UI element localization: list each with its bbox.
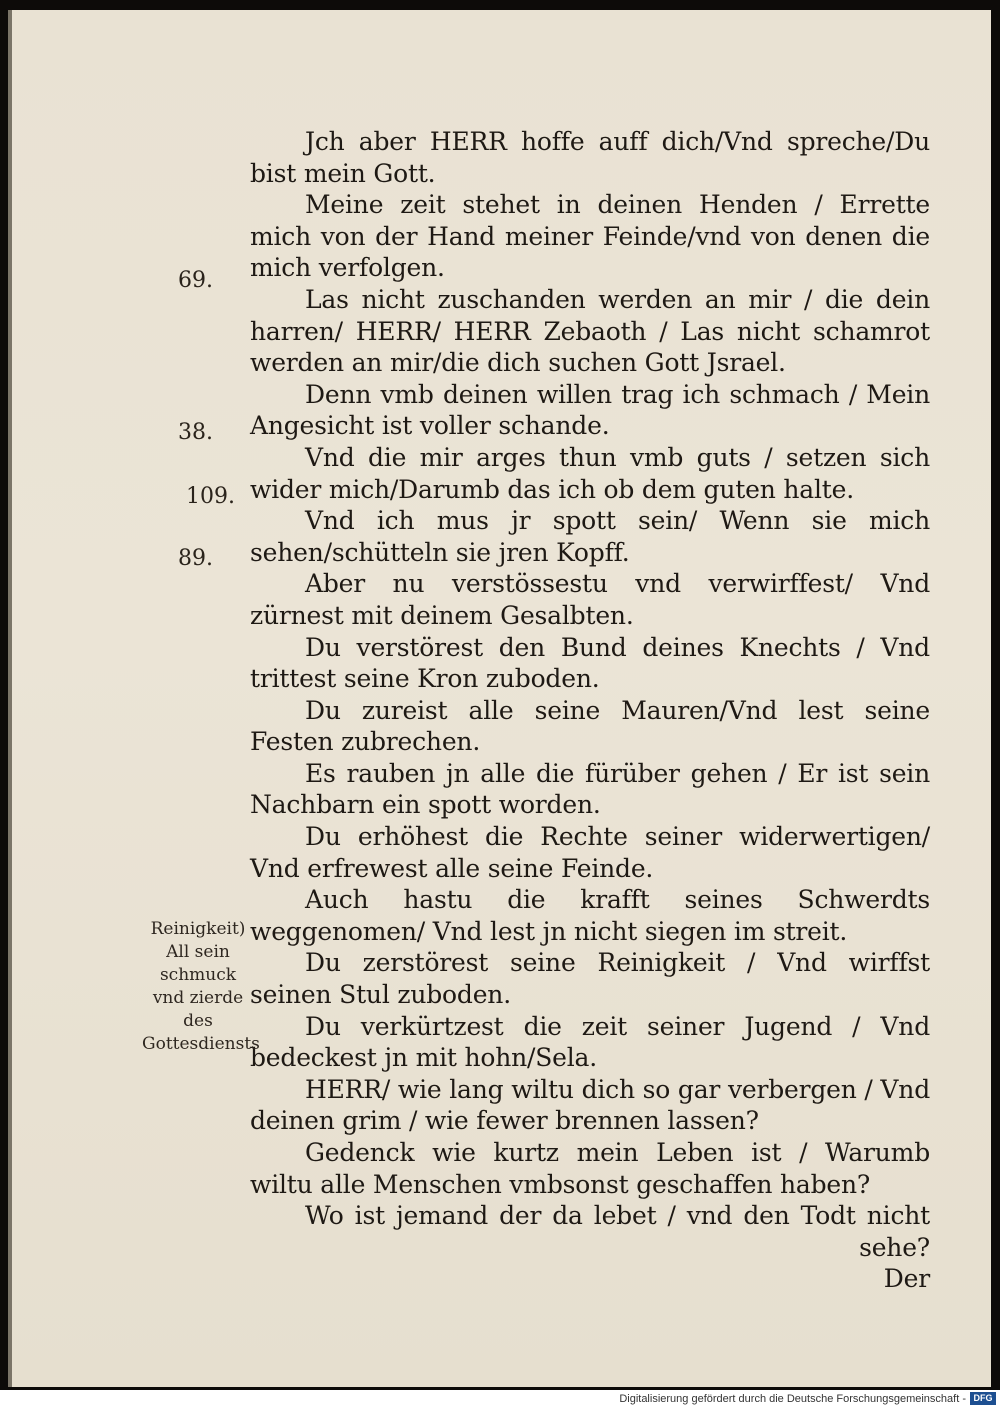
gloss-line: schmuck xyxy=(159,965,237,985)
footer xyxy=(619,1390,996,1407)
gloss-line: des Gottesdiensts xyxy=(142,1011,260,1054)
verse: HERR/ wie lang wiltu dich so gar verbergen / Vnd deinen grim / wie fewer brennen lassen? xyxy=(250,1074,930,1136)
verse: Du verkürtzest die zeit seiner Jugend / Vnd bedeckest jn mit hohn/Sela. xyxy=(250,1011,930,1073)
margin-number: 109. xyxy=(186,484,235,509)
verse: Du zerstörest seine Reinigkeit / Vnd wirffst seinen Stul zuboden. xyxy=(250,948,930,1010)
gloss-line: vnd zierde xyxy=(152,988,244,1008)
catchword: Der xyxy=(883,1264,930,1294)
verse: Las nicht zuschanden werden an mir / die dein harren/ HERR/ HERR Zebaoth / Las nicht schamrot werden an mir/die dich suchen Gott Jsrael. xyxy=(250,284,930,378)
gloss-line: All sein xyxy=(166,942,230,962)
verse: Du erhöhest die Rechte seiner widerwertigen/ Vnd erfrewest alle seine Feinde. xyxy=(250,822,930,883)
verse: Gedenck wie kurtz mein Leben ist / Warumb wiltu alle Menschen vmbsonst geschaffen haben? xyxy=(250,1138,930,1199)
margin-number: 89. xyxy=(178,546,213,571)
verse: Auch hastu die krafft seines Schwerdts weggenomen/ Vnd lest jn nicht siegen im streit. xyxy=(250,885,930,946)
verse: Vnd ich mus jr spott sein/ Wenn sie mich sehen/schütteln sie jren Kopff. xyxy=(250,506,930,567)
page-text xyxy=(250,126,930,1295)
verse: Denn vmb deinen willen trag ich schmach / Mein Angesicht ist voller schande. xyxy=(250,379,930,441)
verse: Wo ist jemand der da lebet / vnd den Todt nicht sehe? xyxy=(305,1201,930,1262)
margin-number: 38. xyxy=(178,420,213,445)
verse: Es rauben jn alle die fürüber gehen / Er ist sein Nachbarn ein spott worden. xyxy=(250,758,930,820)
verse: Meine zeit stehet in deinen Henden / Errette mich von der Hand meiner Feinde/vnd von denen die mich verfolgen. xyxy=(250,190,930,283)
gloss-line: Reinigkeit) xyxy=(150,919,246,939)
margin-number: 69. xyxy=(178,268,213,293)
dfg-logo-icon: DFG xyxy=(970,1392,996,1405)
verse: Du verstörest den Bund deines Knechts / Vnd trittest seine Kron zuboden. xyxy=(250,632,930,694)
verse: Du zureist alle seine Mauren/Vnd lest seine Festen zubrechen. xyxy=(250,695,930,757)
verse: Vnd die mir arges thun vmb guts / setzen sich wider mich/Darumb das ich ob dem guten halte. xyxy=(250,442,930,504)
margin-gloss xyxy=(142,918,260,1056)
verse: Jch aber HERR hoffe auff dich/Vnd spreche/Du bist mein Gott. xyxy=(250,127,930,188)
verse: Aber nu verstössestu vnd verwirffest/ Vnd zürnest mit deinem Gesalbten. xyxy=(250,569,930,630)
funding-note: Digitalisierung gefördert durch die Deutsche Forschungsgemeinschaft - xyxy=(619,1392,966,1405)
